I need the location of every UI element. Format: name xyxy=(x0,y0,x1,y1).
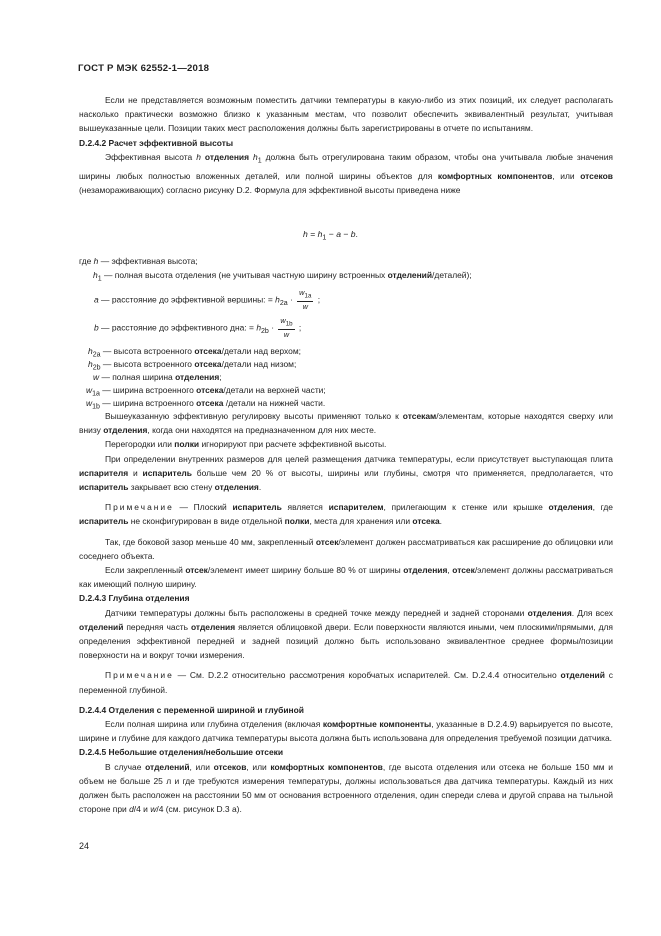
section-heading: D.2.4.5 Небольшие отделения/небольшие отсеки xyxy=(79,747,284,758)
paragraph: В случае отделений, или отсеков, или комфортных компонентов, где высота отделения или отсека не больше 150 мм и объем не больше 25 л и где требуются измерения температуры, должны использоваться два датчика температуры. Каждый из них должен быть расположен на расстоянии 50 мм от основания встроенного отделения, один спереди слева и другой справа на тыльной стороне при d/4 и w/4 (см. рисунок D.3 a). xyxy=(79,761,613,815)
paragraph: При определении внутренних размеров для целей размещения датчика температуры, если присутствует выступающая плита испарителя и испаритель больше чем 20 % от высоты, ширины или глубины, смотря что применяется, предполагается, что испаритель закрывает всю стену отделения. xyxy=(79,453,614,493)
paragraph: Если не представляется возможным поместить датчики температуры в какую-либо из этих позиций, их следует располагать насколько практически возможно близко к указанным местам, что позволит обеспечить эквивалентный результат, учитывая вышеуказанные цели. Позиции таких мест расположения должны быть зарегистрированы в отчете по испытаниям. xyxy=(79,95,613,134)
paragraph: Датчики температуры должны быть расположены в средней точке между передней и задней сторонами отделения. Для всех отделений передняя часть отделения является облицовкой двери. Если поверхности являются иными, чем плоскими/прямыми, для определения эффективной передней и задней позиций должно быть использовано эквивалентное среднее формы/позиции поверхности на и вокруг точки измерения. xyxy=(79,607,613,661)
effective-height-formula: $h = h_1 - a - b$. xyxy=(303,229,358,242)
paragraph: Так, где боковой зазор меньше 40 мм, закрепленный отсек/элемент должен рассматриваться как расширение до облицовки или соседнего объекта. xyxy=(79,536,613,561)
paragraph: Если полная ширина или глубина отделения (включая комфортные компоненты, указанные в D.2.4.9) варьируется по высоте, ширине и глубине для каждого датчика температуры высота должна быть использована для определения требуемой позиции датчика. xyxy=(79,719,614,744)
paragraph: Перегородки или полки игнорируют при расчете эффективной высоты. xyxy=(105,439,387,450)
note: Примечание — См. D.2.2 относительно рассмотрения коробчатых испарителей. См. D.2.4.4 относительно отделений с переменной глубиной. xyxy=(79,670,613,695)
where-line: где h — эффективная высота; xyxy=(79,256,198,266)
page-number: 24 xyxy=(79,841,90,851)
definition-h2a: $h_{2a}$ — высота встроенного отсека/детали над верхом; xyxy=(88,346,301,359)
section-heading: D.2.4.2 Расчет эффективной высоты xyxy=(79,137,234,148)
section-heading: D.2.4.3 Глубина отделения xyxy=(79,593,190,604)
definition-h1: $h_1$ — полная высота отделения (не учитывая частную ширину встроенных отделений/деталей); xyxy=(93,270,472,283)
note: Примечание — Плоский испаритель является испарителем, прилегающим к стенке или крышке отделения, где испаритель не сконфигурирован в виде отдельной полки, места для хранения или отсека. xyxy=(79,502,613,527)
fraction: $\frac{w_{1b}}{w}$ xyxy=(280,316,293,340)
paragraph: Если закрепленный отсек/элемент имеет ширину больше 80 % от ширины отделения, отсек/элемент должны рассматриваться как имеющий полную ширину. xyxy=(79,565,613,590)
fraction: $\frac{w_{1a}}{w}$ xyxy=(299,288,312,312)
definition-b: b — расстояние до эффективного дна: = $h_{2b}$ · $\frac{w_{1b}}{w}$ ; xyxy=(94,316,302,340)
document-header: ГОСТ Р МЭК 62552-1—2018 xyxy=(78,63,210,74)
definition-w1a: $w_{1a}$ — ширина встроенного отсека/детали на верхней части; xyxy=(86,385,326,398)
definition-h2b: $h_{2b}$ — высота встроенного отсека/детали над низом; xyxy=(88,359,297,372)
paragraph: Вышеуказанную эффективную регулировку высоты применяют только к отсекам/элементам, которые находятся сверху или внизу отделения, когда они находятся на предназначенном для них месте. xyxy=(79,411,613,436)
section-heading: D.2.4.4 Отделения с переменной шириной и глубиной xyxy=(79,704,304,715)
text-block-1 xyxy=(79,93,613,197)
paragraph: Эффективная высота h отделения $h_1$ должна быть отрегулирована таким образом, чтобы она учитывала любые значения ширины любых полностью вложенных деталей, или полной ширины объектов для комфортных компонентов, или отсеков (незамораживающих) согласно рисунку D.2. Формула для эффективной высоты приведена ниже xyxy=(79,151,613,195)
definition-a: a — расстояние до эффективной вершины: = $h_{2a}$ · $\frac{w_{1a}}{w}$ ; xyxy=(94,288,321,312)
definition-w1b: $w_{1b}$ — ширина встроенного отсека /детали на нижней части. xyxy=(86,398,326,411)
text-block-2 xyxy=(79,409,613,816)
definition-w: w — полная ширина отделения; xyxy=(93,372,222,382)
